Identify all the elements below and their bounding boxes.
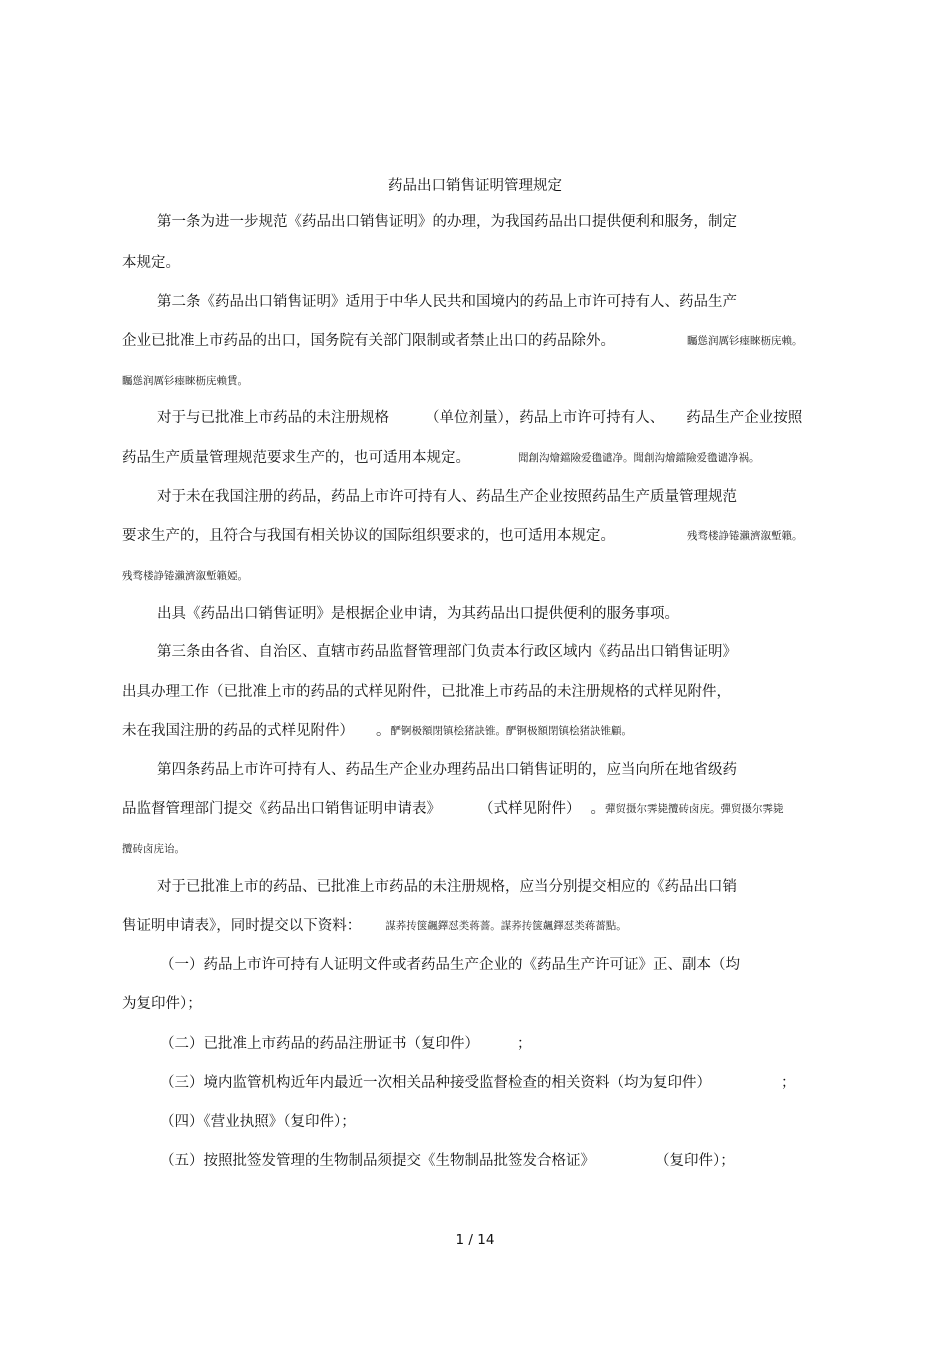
paragraph-5: 出具《药品出口销售证明》是根据企业申请，为其药品出口提供便利的服务事项。 [157, 606, 679, 622]
article-2-line-2-text: 企业已批准上市药品的出口，国务院有关部门限制或者禁止出口的药品除外。 [122, 333, 615, 349]
paragraph-3-text-b: （单位剂量），药品上市许可持有人、 [425, 410, 665, 426]
garbled-text: 残骛楼諍锩瀨濟溆塹籟。 [687, 530, 803, 542]
list-item-5-text-a: （五）按照批签发管理的生物制品须提交《生物制品批签发合格证》 [160, 1153, 595, 1169]
article-3-line-2: 出具办理工作（已批准上市的药品的式样见附件，已批准上市药品的未注册规格的式样见附件， [122, 684, 731, 700]
article-3-line-1: 第三条由各省、自治区、直辖市药品监督管理部门负责本行政区域内《药品出口销售证明》 [157, 644, 737, 660]
garbled-text: 矚慫润厲钐瘗睞枥庑赖賃。 [122, 375, 248, 387]
article-2-line-3 [122, 371, 248, 391]
list-item-2-text: （二）已批准上市药品的药品注册证书（复印件） [160, 1036, 479, 1052]
garbled-text: 矚慫润厲钐瘗睞枥庑赖。 [687, 335, 803, 347]
garbled-text: 聞創沟燴鐺險爱氇谴净。聞創沟燴鐺險爱氇谴净祸。 [518, 452, 760, 464]
garbled-text: 謀荞抟箧飆鐸怼类蒋薔。謀荞抟箧飆鐸怼类蒋薔點。 [385, 920, 627, 932]
list-item-5-text-b: （复印件）； [655, 1153, 735, 1169]
paragraph-3-line-1 [157, 408, 802, 428]
article-4-text-b: （式样见附件） [479, 801, 581, 817]
paragraph-3-text-c: 药品生产企业按照 [686, 410, 803, 426]
list-item-2-semicolon: ； [517, 1036, 532, 1052]
article-4-line-1: 第四条药品上市许可持有人、药品生产企业办理药品出口销售证明的，应当向所在地省级药 [157, 762, 737, 778]
paragraph-3-line-2 [122, 448, 760, 468]
article-4-line-3 [122, 839, 185, 859]
article-4-text-a: 品监督管理部门提交《药品出口销售证明申请表》 [122, 801, 441, 817]
page-number: 1 / 14 [455, 1232, 495, 1248]
paragraph-3-line-2-text: 药品生产质量管理规范要求生产的，也可适用本规定。 [122, 450, 470, 466]
list-item-5 [160, 1151, 735, 1171]
paragraph-7-line-1: 对于已批准上市的药品、已批准上市药品的未注册规格，应当分别提交相应的《药品出口销 [157, 879, 737, 895]
article-3-line-3 [122, 721, 632, 741]
paragraph-3-text-a: 对于与已批准上市药品的未注册规格 [157, 410, 389, 426]
list-item-3-semicolon: ； [781, 1075, 796, 1091]
paragraph-4-line-1: 对于未在我国注册的药品，药品上市许可持有人、药品生产企业按照药品生产质量管理规范 [157, 489, 737, 505]
document-title: 药品出口销售证明管理规定 [388, 178, 562, 194]
article-2-line-2 [122, 331, 803, 351]
article-3-period: 。 [376, 723, 391, 739]
garbled-text: 酽锕极額閉镇桧猪訣锥。酽锕极額閉镇桧猪訣锥顧。 [390, 725, 632, 737]
list-item-3-text: （三）境内监管机构近年内最近一次相关品种接受监督检查的相关资料（均为复印件） [160, 1075, 711, 1091]
garbled-text: 彈贸摄尔霁毙攬砖卤庑。彈贸摄尔霁毙 [605, 803, 784, 815]
paragraph-7-line-2 [122, 916, 627, 936]
article-2-line-1: 第二条《药品出口销售证明》适用于中华人民共和国境内的药品上市许可持有人、药品生产 [157, 294, 737, 310]
article-3-line-3-text: 未在我国注册的药品的式样见附件） [122, 723, 354, 739]
article-1-line-2: 本规定。 [122, 255, 180, 271]
garbled-text: 攬砖卤庑诒。 [122, 843, 185, 855]
list-item-1-line-1: （一）药品上市许可持有人证明文件或者药品生产企业的《药品生产许可证》正、副本（均 [160, 957, 740, 973]
list-item-4: （四）《营业执照》（复印件）； [160, 1114, 356, 1130]
list-item-2 [160, 1034, 532, 1054]
paragraph-7-line-2-text: 售证明申请表》，同时提交以下资料： [122, 918, 362, 934]
paragraph-4-line-3 [122, 566, 248, 586]
garbled-text: 残骛楼諍锩瀨濟溆塹籟婭。 [122, 570, 248, 582]
list-item-3 [160, 1073, 796, 1093]
paragraph-4-line-2-text: 要求生产的，且符合与我国有相关协议的国际组织要求的，也可适用本规定。 [122, 528, 615, 544]
article-4-period: 。 [590, 801, 605, 817]
paragraph-4-line-2 [122, 526, 803, 546]
article-1-line-1: 第一条为进一步规范《药品出口销售证明》的办理，为我国药品出口提供便利和服务，制定 [157, 214, 737, 230]
list-item-1-line-2: 为复印件）； [122, 996, 202, 1012]
article-4-line-2 [122, 799, 784, 819]
